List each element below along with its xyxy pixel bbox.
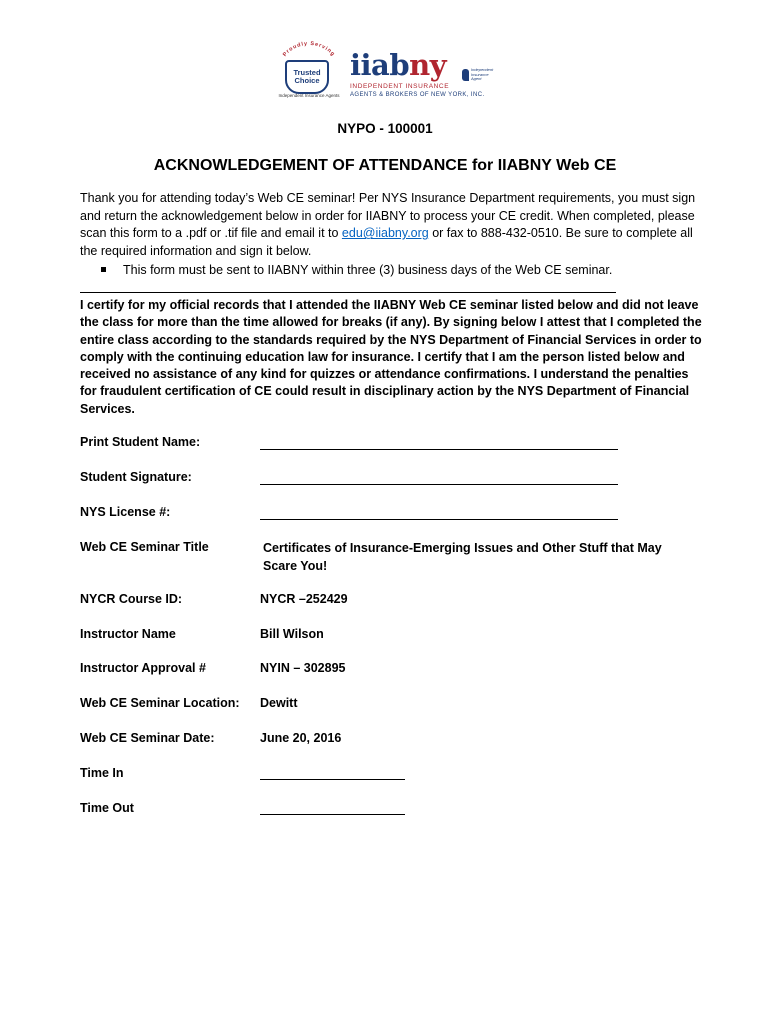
intro-text-before: Thank you for attending today’s Web CE seminar! Per NYS Insurance Department requirements, you must sign and return the acknowledgement below in order for IIABNY to process your CE credit. When completed, please scan this form to a .pdf or .tif file and email it to bbox=[80, 191, 696, 241]
seminar-title-label: Web CE Seminar Title bbox=[80, 540, 209, 554]
intro-text-after: or fax to 888-432-0510. Be sure to complete all the required information and sign it below. bbox=[80, 226, 693, 258]
bullet-text: This form must be sent to IIABNY within three (3) business days of the Web CE seminar. bbox=[123, 263, 613, 277]
form-code: NYPO - 100001 bbox=[337, 121, 433, 136]
brand-ny: ny bbox=[409, 48, 447, 82]
side-line1: Independent bbox=[471, 67, 494, 72]
student-name-label: Print Student Name: bbox=[80, 435, 201, 449]
signature-label: Student Signature: bbox=[80, 470, 192, 484]
signature-field[interactable] bbox=[260, 484, 618, 485]
seminar-title-value: Certificates of Insurance-Emerging Issues and Other Stuff that May Scare You! bbox=[263, 541, 662, 573]
course-id-value: NYCR –252429 bbox=[260, 592, 348, 606]
svg-text:Proudly Serving bbox=[282, 41, 336, 58]
trusted-choice-shield-icon bbox=[285, 60, 329, 94]
license-field[interactable] bbox=[260, 519, 618, 520]
time-out-field[interactable] bbox=[260, 814, 405, 815]
side-line3: Agent bbox=[471, 76, 482, 82]
location-label: Web CE Seminar Location: bbox=[80, 696, 240, 710]
course-id-label: NYCR Course ID: bbox=[80, 592, 183, 606]
date-label: Web CE Seminar Date: bbox=[80, 731, 215, 745]
instructor-label: Instructor Name bbox=[80, 627, 176, 641]
brand-iiab: iiab bbox=[350, 48, 410, 82]
square-bullet-icon bbox=[101, 267, 106, 272]
time-in-label: Time In bbox=[80, 766, 124, 780]
divider bbox=[80, 292, 616, 293]
license-label: NYS License #: bbox=[80, 505, 171, 519]
independent-agent-mark bbox=[462, 68, 496, 82]
trusted-choice-logo bbox=[276, 40, 342, 102]
time-in-field[interactable] bbox=[260, 779, 405, 780]
side-line2: Insurance bbox=[471, 71, 489, 77]
email-link[interactable]: edu@iiabny.org bbox=[341, 226, 429, 241]
student-name-field[interactable] bbox=[260, 449, 618, 450]
independent-agent-icon bbox=[462, 69, 469, 81]
intro-paragraph bbox=[80, 190, 700, 260]
approval-value: NYIN – 302895 bbox=[260, 661, 346, 675]
badge-line2: Choice bbox=[294, 76, 320, 85]
instructor-value: Bill Wilson bbox=[260, 627, 324, 641]
badge-line1: Trusted bbox=[293, 68, 321, 77]
time-out-label: Time Out bbox=[80, 801, 134, 815]
badge-caption: Independent Insurance Agents bbox=[278, 93, 340, 98]
page-title: ACKNOWLEDGEMENT OF ATTENDANCE for IIABNY Web CE bbox=[153, 157, 617, 174]
deadline-bullet bbox=[101, 262, 701, 280]
iiabny-logo bbox=[350, 48, 494, 98]
date-value: June 20, 2016 bbox=[260, 731, 342, 745]
approval-label: Instructor Approval # bbox=[80, 661, 206, 675]
brand-line1: INDEPENDENT INSURANCE bbox=[350, 83, 450, 90]
certification-statement: I certify for my official records that I attended the IIABNY Web CE seminar listed below and did not leave the class for more than the time allowed for breaks (if any). By signing below I attest that I completed the entire class according to the standards required by the NYS Department of Financial Services in order to comply with the continuing education law for insurance. I certify that I am the person listed below and received no assistance of any kind for quizzes or attendance confirmations. I understand the penalties for fraudulent certification of CE could result in disciplinary action by the NYS Department of Financial Services. bbox=[80, 298, 702, 416]
brand-line2: AGENTS & BROKERS OF NEW YORK, INC. bbox=[350, 92, 485, 98]
arc-text: Proudly Serving bbox=[281, 40, 337, 58]
location-value: Dewitt bbox=[260, 696, 298, 710]
header-logos bbox=[276, 40, 496, 102]
